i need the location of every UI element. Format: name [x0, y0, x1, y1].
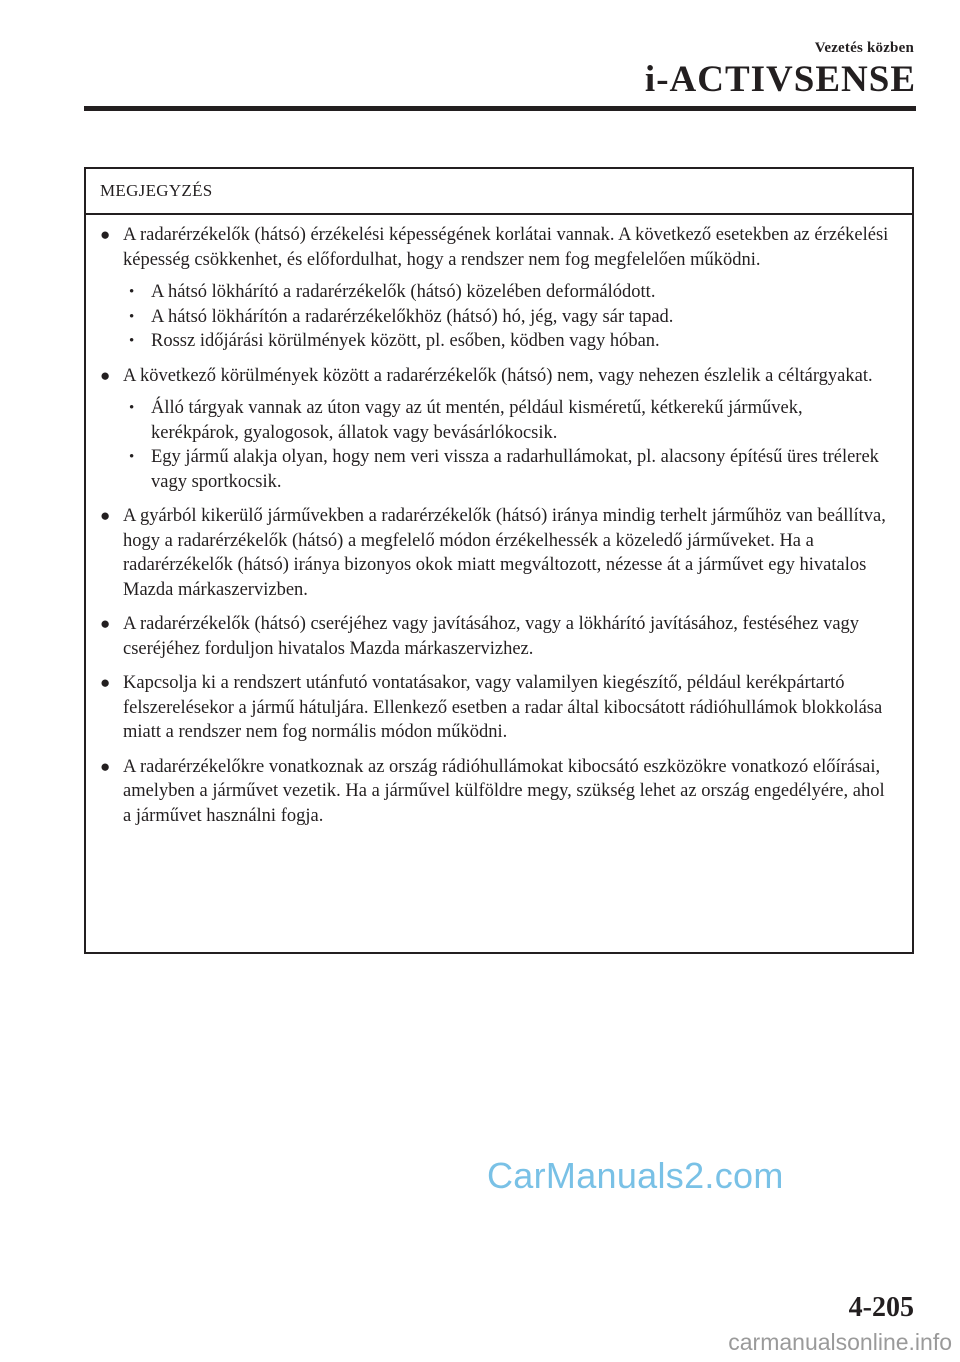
list-item-text: A radarérzékelők (hátsó) cseréjéhez vagy javításához, vagy a lökhárító javításához, festéséhez vagy cseréjéhez forduljon hivatalos Mazda márkaszervizhez. [123, 614, 860, 659]
sub-list-item [123, 445, 894, 494]
list-item [100, 755, 894, 829]
sub-list-item [123, 329, 894, 354]
sub-list-item-text: Rossz időjárási körülmények között, pl. esőben, ködben vagy hóban. [151, 331, 660, 351]
sub-bullet-icon: • [129, 308, 135, 325]
note-title: MEGJEGYZÉS [86, 169, 912, 215]
list-item [100, 504, 894, 602]
list-item [100, 612, 894, 661]
note-box [84, 167, 914, 954]
sub-list [123, 280, 894, 354]
sub-list [123, 396, 894, 494]
note-body [86, 215, 912, 828]
list-item [100, 364, 894, 495]
list-item-text: Kapcsolja ki a rendszert utánfutó vontatásakor, vagy valamilyen kiegészítő, például kerékpártartó felszerelésekor a jármű hátuljára. Ellenkező esetben a radar által kibocsátott rádióhullámok blokkolása miatt a rendszer nem fog normális módon működni. [123, 673, 883, 742]
header-divider [84, 106, 916, 111]
bullet-icon: ● [100, 506, 111, 525]
bullet-icon: ● [100, 365, 111, 385]
bullet-icon: ● [100, 225, 111, 244]
sub-list-item [123, 305, 894, 330]
sub-bullet-icon: • [129, 284, 135, 300]
sub-list-item-text: A hátsó lökhárító a radarérzékelők (hátsó) közelében deformálódott. [151, 282, 656, 302]
sub-list-item [123, 396, 894, 445]
list-item [100, 223, 894, 354]
bullet-icon: ● [100, 614, 111, 633]
page-number: 4-205 [848, 1292, 914, 1323]
watermark-logo: CarManuals2.com [487, 1155, 784, 1196]
bullet-icon: ● [100, 673, 111, 692]
list-item-text: A radarérzékelők (hátsó) érzékelési képességének korlátai vannak. A következő esetekben az érzékelési képesség csökkenhet, és előfordulhat, hogy a rendszer nem fog megfelelően működni. [123, 225, 889, 270]
sub-bullet-icon: • [129, 400, 135, 416]
sub-bullet-icon: • [129, 333, 135, 349]
section-title: i-ACTIVSENSE [644, 59, 916, 100]
sub-bullet-icon: • [129, 449, 135, 465]
list-item-text: A következő körülmények között a radarérzékelők (hátsó) nem, vagy nehezen észlelik a céltárgyakat. [123, 365, 873, 386]
bullet-icon: ● [100, 756, 111, 776]
list-item [100, 671, 894, 745]
list-item-text: A gyárból kikerülő járművekben a radarérzékelők (hátsó) iránya mindig terhelt járműhöz van beállítva, hogy a radarérzékelők (hátsó) a megfelelő módon érzékelhessék a közeledő járműveket. Ha a radarérzékelők (hátsó) iránya bizonyos okok miatt megváltozott, nézesse át a járművet egy hivatalos Mazda márkaszervizben. [123, 506, 886, 600]
sub-list-item-text: A hátsó lökhárítón a radarérzékelőkhöz (hátsó) hó, jég, vagy sár tapad. [151, 306, 674, 327]
list-item-text: A radarérzékelőkre vonatkoznak az ország rádióhullámokat kibocsátó eszközökre vonatkozó előírásai, amelyben a járművet vezetik. Ha a járművel külföldre megy, szükség lehet az ország engedélyére, ahol a járművet használni fogja. [123, 756, 885, 826]
sub-list-item [123, 280, 894, 305]
sub-list-item-text: Álló tárgyak vannak az úton vagy az út mentén, például kisméretű, kétkerekű járművek, kerékpárok, gyalogosok, állatok vagy bevásárlókocsik. [151, 398, 803, 443]
note-list [100, 223, 894, 828]
section-subtitle: Vezetés közben [814, 40, 914, 56]
sub-list-item-text: Egy jármű alakja olyan, hogy nem veri vissza a radarhullámokat, pl. alacsony építésű üres trélerek vagy sportkocsik. [151, 447, 879, 492]
footer-source-link[interactable]: carmanualsonline.info [728, 1329, 952, 1355]
